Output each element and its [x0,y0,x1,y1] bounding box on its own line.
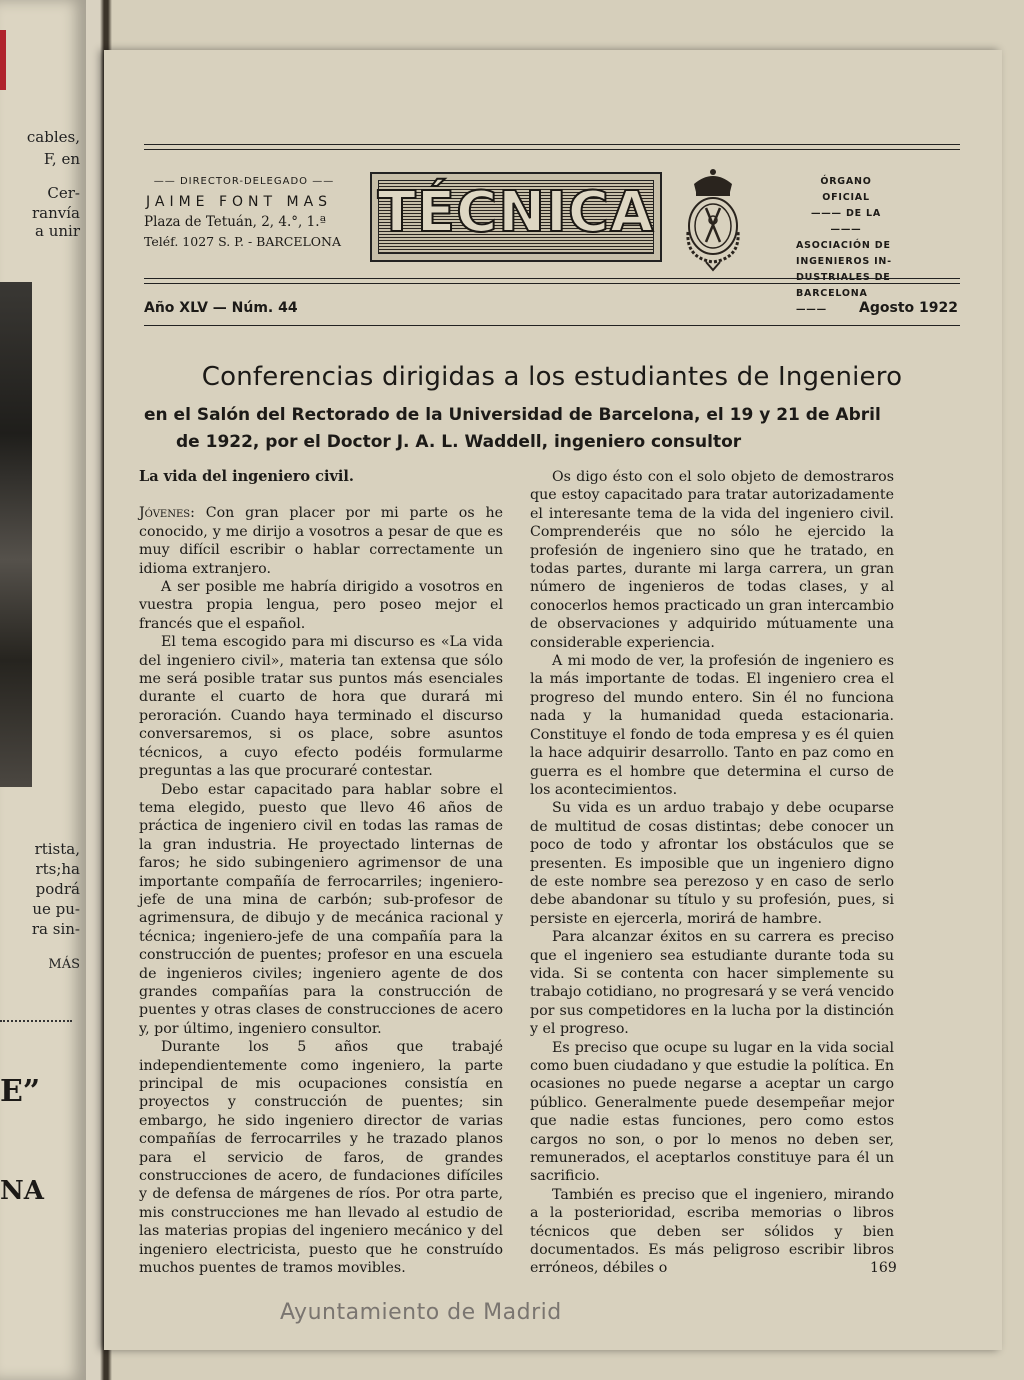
organ-line: ——— DE LA ——— [810,208,882,235]
previous-page-fragment [0,0,86,1380]
magazine-title: TÉCNICA [377,180,655,245]
article-subtitle [144,402,960,456]
header-rule [144,149,960,150]
paragraph-lead: Jóvenes [139,505,191,522]
organ-line: ASOCIACIÓN DE [796,240,891,251]
paragraph: Jóvenes: Con gran placer por mi parte os he conocido, y me dirijo a vosotros a pesar de que es muy difícil escribir o hablar correctamente un idioma extranjero. [139,505,503,577]
prev-line: podrá [35,880,80,898]
issue-date: Agosto 1922 [859,300,958,316]
prev-line: F, en [43,150,80,168]
paragraph: A ser posible me habría dirigido a vosotros en vuestra propia lengua, pero poseo mejor el francés que el español. [139,579,503,632]
subtitle-line: en el Salón del Rectorado de la Universidad de Barcelona, el 19 y 21 de Abril [144,405,881,425]
paragraph: A mi modo de ver, la profesión de ingeniero es la más importante de todas. El ingeniero crea el progreso del mundo entero. Sin él no funciona nada y la humanidad queda estacionaria. Constituye el fondo de toda empresa y es él quien la hace adquirir desarrollo. Tanto en paz como en guerra es el hombre que determina el curso de los acontecimientos. [530,653,894,798]
red-bookmark [0,30,6,90]
prev-line: cables, [26,128,80,146]
organ-line: INGENIEROS IN- [796,256,892,267]
prev-ad-text: NA [0,1176,44,1206]
prev-photo [0,282,32,787]
prev-line: ranvía [32,204,80,222]
header-rule [144,144,960,145]
prev-line: Cer- [47,184,80,202]
magazine-page [104,50,1002,1350]
prev-line: rtista, [34,840,80,858]
header-rule [144,278,960,279]
paragraph: Os digo ésto con el solo objeto de demostraros que estoy capacitado para tratar autorizadamente el interesante tema de la vida del ingeniero civil. Comprenderéis que no sólo he ejercido la profesión de ingeniero sino que he tratado, en todas partes, durante mi larga carrera, un gran número de ingenieros de todas clases, y al conocerlos hemos practicado un gran intercambio de observaciones y adquirido mútuamente una considerable experiencia. [530,469,894,651]
organ-line: DUSTRIALES DE [796,272,891,283]
crown-emblem-icon [676,162,750,272]
prev-line: ue pu- [32,900,80,918]
organ-line: ÓRGANO OFICIAL [820,176,872,203]
prev-ad-text: E” [0,1074,41,1109]
magazine-logo [370,172,662,262]
prev-line: ra sin- [31,920,80,938]
organ-line: BARCELONA ——— [796,288,868,315]
paragraph: Es preciso que ocupe su lugar en la vida social como buen ciudadano y que estudie la política. En ocasiones no puede negarse a aceptar un cargo público. Generalmente puede desempeñar mejor que nadie estas funciones, pero como estos cargos no son, o por lo menos no deben ser, remunerados, el aceptarlos constituye para él un sacrificio. [530,1039,894,1185]
paragraph: El tema escogido para mi discurso es «La vida del ingeniero civil», materia tan extensa que sólo me será posible tratar sus puntos más esenciales durante el cuarto de hora que durará mi peroración. Cuando haya terminado el discurso conversaremos, si os place, sobre asuntos técnicos, a cuyo efecto podéis formularme preguntas a las que procuraré contestar. [139,634,503,780]
paragraph: Para alcanzar éxitos en su carrera es preciso que el ingeniero sea estudiante durante toda su vida. Si se contenta con hacer simplemente su trabajo cotidiano, no progresará y se verá vencido por sus competidores en la lucha por la distinción y el progreso. [530,929,894,1038]
paragraph: Debo estar capacitado para hablar sobre el tema elegido, puesto que llevo 46 años de práctica de ingeniero civil en todas las ramas de la gran industria. He proyectado linternas de faros; he sido subingeniero agrimensor de una importante compañía de ferrocarriles; ingeniero-jefe de una mina de carbón; sub-profesor de agrimensura, de dibujo y de mecánica racional y técnica; ingeniero-jefe de una compañía para la construcción de puentes; profesor en una escuela de ingenieros civiles; ingeniero agente de dos grandes compañías para la construcción de puentes y otras clases de construcciones de acero y, por último, ingeniero consultor. [139,781,503,1037]
article-title: Conferencias dirigidas a los estudiantes de Ingeniero [201,362,903,392]
section-heading: La vida del ingeniero civil. [139,468,354,485]
archive-watermark: Ayuntamiento de Madrid [280,1300,562,1325]
paragraph: Durante los 5 años que trabajé independientemente como ingeniero, la parte principal de mis ocupaciones consistía en proyectos y construcción de puentes; sin embargo, he sido ingeniero director de varias compañías de ferrocarriles y he trazado planos para el servicio de faros, de grandes construcciones de acero, de fundaciones difíciles y de defensa de márgenes de ríos. Por otra parte, mis construcciones me han llevado al estudio de las materias propias del ingeniero mecánico y del ingeniero electricista, puesto que he construído muchos puentes de tramos movibles. [139,1039,503,1277]
right-column [530,468,894,1278]
director-name: JAIME FONT MAS [146,194,333,210]
prev-line: a unir [35,222,80,240]
header-rule [144,283,960,284]
address: Plaza de Tetuán, 2, 4.°, 1.ª [144,214,326,230]
issue-number: Año XLV — Núm. 44 [144,300,298,316]
organ-block [796,174,896,318]
director-block [144,172,344,252]
subtitle-line: de 1922, por el Doctor J. A. L. Waddell, ingeniero consultor [176,432,742,452]
paragraph: También es preciso que el ingeniero, mirando a la posterioridad, escriba memorias o libros técnicos que deben ser sólidos y bien documentados. Es más peligroso escribir libros erróneos, débiles o [530,1186,894,1277]
director-label: —— DIRECTOR-DELEGADO —— [153,176,335,187]
page-number: 169 [870,1260,897,1276]
prev-line: rts;ha [35,860,80,878]
issue-rule [144,325,960,326]
prev-line: MÁS [48,957,80,972]
left-column [139,468,503,1277]
prev-divider [0,1020,72,1022]
phone: Teléf. 1027 S. P. - BARCELONA [144,234,341,249]
paragraph: Su vida es un arduo trabajo y debe ocuparse de multitud de cosas distintas; debe conocer un poco de todo y afrontar los obstáculos que se presenten. Es imposible que un ingeniero digno de este nombre sea perezoso y en caso de serlo debe abandonar su título y su profesión, pues, si persiste en ejercerla, morirá de hambre. [530,800,894,927]
